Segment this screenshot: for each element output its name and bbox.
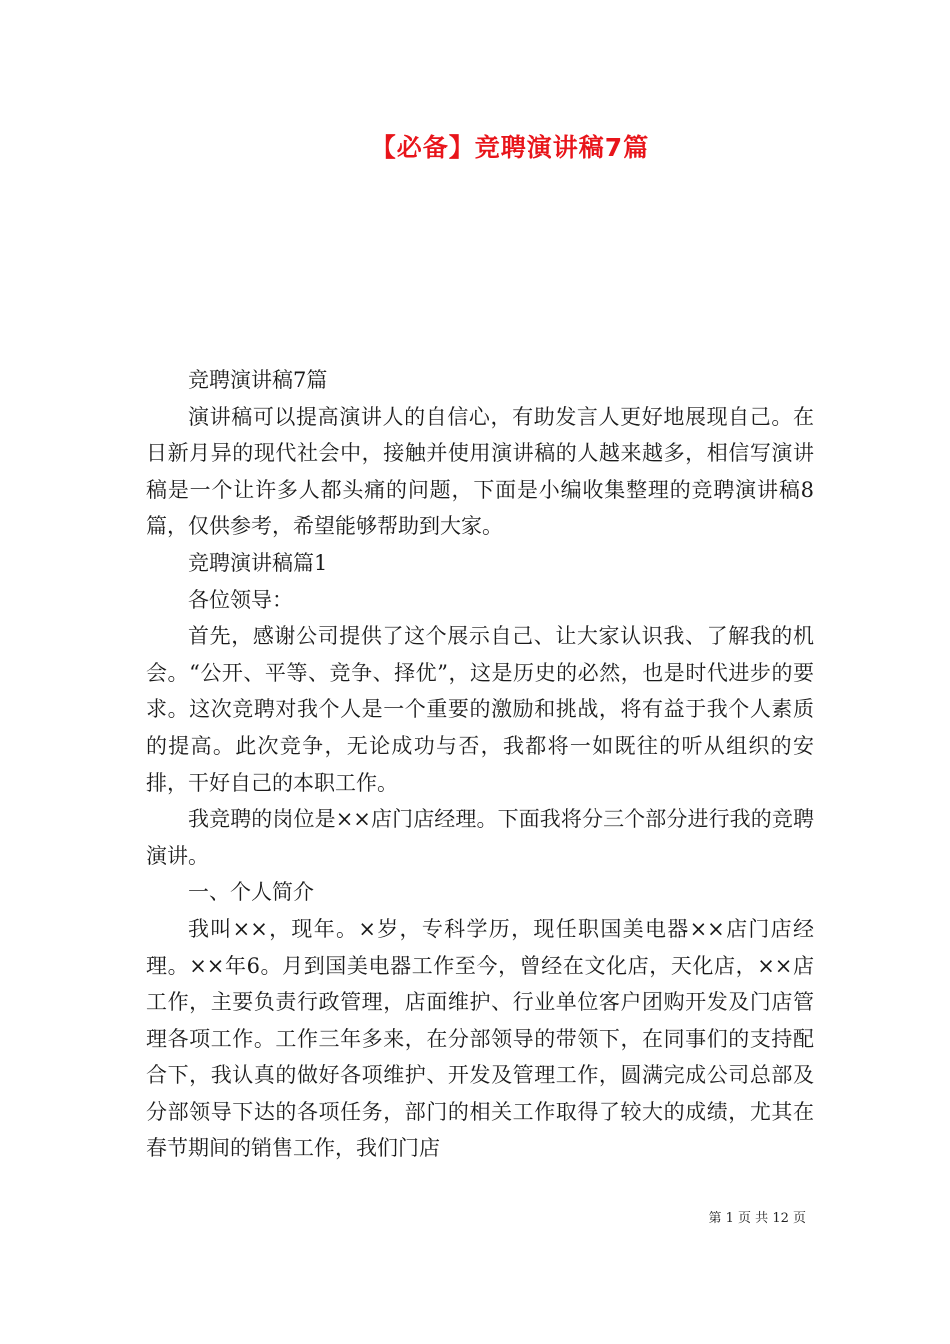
- page-number-footer: 第 1 页 共 12 页: [708, 1211, 806, 1226]
- heading-paragraph: 竞聘演讲稿7篇: [188, 368, 328, 392]
- subsection-heading: 一、个人简介: [188, 880, 314, 905]
- document-body: [146, 362, 814, 1167]
- body-paragraph: 我叫××，现年。×岁，专科学历，现任职国美电器××店门店经理。××年6。月到国美电器工作至今，曾经在文化店，天化店，××店工作，主要负责行政管理，店面维护、行业单位客户团购开发及门店管理各项工作。工作三年多来，在分部领导的带领下，在同事们的支持配合下，我认真的做好各项维护、开发及管理工作，圆满完成公司总部及分部领导下达的各项任务，部门的相关工作取得了较大的成绩，尤其在春节期间的销售工作，我们门店: [146, 916, 814, 1161]
- body-paragraph: 首先，感谢公司提供了这个展示自己、让大家认识我、了解我的机会。“公开、平等、竞争、择优”，这是历史的必然，也是时代进步的要求。这次竞聘对我个人是一个重要的激励和挑战，将有益于我个人素质的提高。此次竞争，无论成功与否，我都将一如既往的听从组织的安排，干好自己的本职工作。: [146, 624, 814, 795]
- intro-paragraph: 演讲稿可以提高演讲人的自信心，有助发言人更好地展现自己。在日新月异的现代社会中，接触并使用演讲稿的人越来越多，相信写演讲稿是一个让许多人都头痛的问题，下面是小编收集整理的竞聘演讲稿8篇，仅供参考，希望能够帮助到大家。: [146, 404, 814, 539]
- document-title: 【必备】竞聘演讲稿7篇: [370, 133, 650, 162]
- salutation-paragraph: 各位领导：: [188, 587, 293, 612]
- section-heading: 竞聘演讲稿篇1: [188, 550, 328, 575]
- body-paragraph: 我竞聘的岗位是××店门店经理。下面我将分三个部分进行我的竞聘演讲。: [146, 807, 814, 868]
